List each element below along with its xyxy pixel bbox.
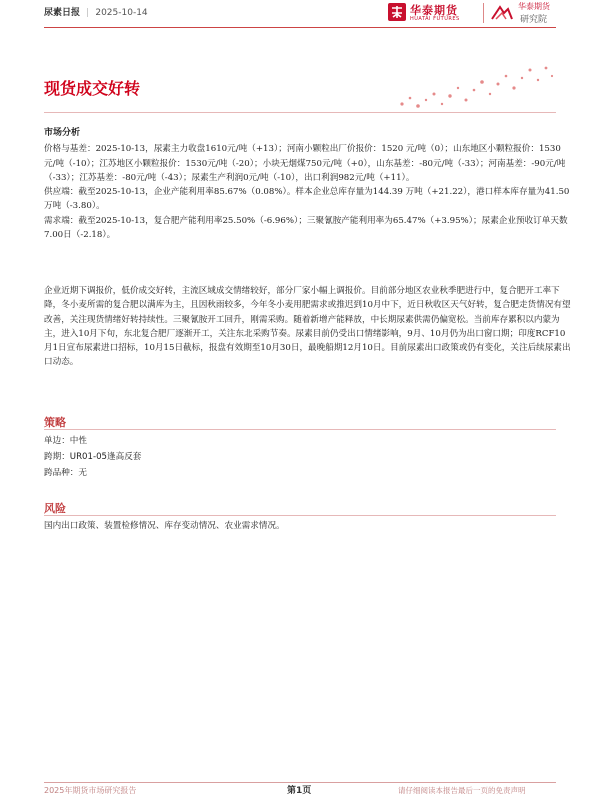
disclaimer-note: 请仔细阅读本报告最后一页的免责声明 <box>398 786 526 795</box>
page-header <box>0 0 600 28</box>
brand-name-cn: 华泰期货 <box>410 4 458 17</box>
footer-report-label: 2025年期货市场研究报告 <box>44 786 137 795</box>
page-title: 现货成交好转 <box>44 79 141 98</box>
strategy-spread: 跨期：UR01-05逢高反套 <box>44 452 142 462</box>
supply-paragraph: 供应端：截至2025-10-13，企业产能利用率85.67%（0.08%）。样本企业总库存量为144.39 万吨（+21.22），港口样本库存量为41.50 万吨（-3.80）。 <box>44 187 570 212</box>
market-analysis-heading: 市场分析 <box>44 128 81 138</box>
demand-paragraph: 需求端：截至2025-10-13，复合肥产能利用率25.50%（-6.96%）；三聚氰胺产能利用率为65.47%（+3.95%）；尿素企业预收订单天数7.00日（-2.18）。 <box>44 215 568 241</box>
strategy-single: 单边：中性 <box>44 436 87 446</box>
page-number: 第1页 <box>287 786 312 796</box>
report-date: 2025-10-14 <box>95 8 148 18</box>
risk-text: 国内出口政策、装置检修情况、库存变动情况、农业需求情况。 <box>44 521 285 531</box>
research-institute-logo <box>490 1 560 25</box>
strategy-rule <box>44 429 556 430</box>
header-rule <box>44 27 556 28</box>
report-name: 尿素日报 <box>44 8 81 18</box>
price-basis-paragraph: 价格与基差：2025-10-13，尿素主力收盘1610元/吨（+13）；河南小颗粒出厂价报价：1520 元/吨（0）；山东地区小颗粒报价：1530元/吨（-10）；江苏地区小颗粒报价：1530元/吨（-20）；小块无烟煤750元/吨（+0），山东基差：-80元/吨（-33）；河南基差：-90元/吨（-33）；江苏基差：-80元/吨（-43）；尿素生产利润0元/吨（-10），出口利润982元/吨（+11）。 <box>44 144 566 183</box>
risk-rule <box>44 515 556 516</box>
strategy-cross: 跨品种：无 <box>44 468 87 478</box>
risk-heading: 风险 <box>44 502 66 515</box>
market-summary <box>44 284 572 370</box>
market-analysis <box>44 126 572 242</box>
institute-name: 研究院 <box>520 15 548 25</box>
header-separator: | <box>86 8 90 18</box>
huatai-logo-icon <box>388 3 406 21</box>
logo-divider <box>483 3 484 23</box>
title-decoration-dots <box>396 60 556 112</box>
brand-name-en: HUATAI FUTURES <box>410 16 460 22</box>
report-header <box>44 5 148 18</box>
strategy-heading: 策略 <box>44 416 66 429</box>
huatai-futures-logo <box>388 2 480 24</box>
institute-logo-icon <box>490 3 514 21</box>
institute-brand: 华泰期货 <box>518 2 550 11</box>
summary-paragraph: 企业近期下调报价，低价成交好转，主流区域成交情绪较好，部分厂家小幅上调报价。目前部分地区农业秋季肥进行中，复合肥开工率下降，冬小麦所需的复合肥以满库为主，且因秋雨较多，今年冬小麦用肥需求或推迟到10月中下，近日秋收区天气好转，复合肥走货情况有望改善，关注现货情绪好转持续性。三聚氰胺开工回升，刚需采购。随着新增产能释放，中长期尿素供需仍偏宽松。当前库存累积以内蒙为主，进入10月下旬，东北复合肥厂逐渐开工，关注东北采购节奏。尿素目前仍受出口情绪影响，9月、10月仍为出口窗口期；印度RCF10月1日宣布尿素进口招标，10月15日截标，报盘有效期至10月30日，最晚船期12月10日。目前尿素出口政策或仍有变化，关注后续尿素出口动态。 <box>44 286 571 368</box>
title-rule <box>44 112 556 113</box>
